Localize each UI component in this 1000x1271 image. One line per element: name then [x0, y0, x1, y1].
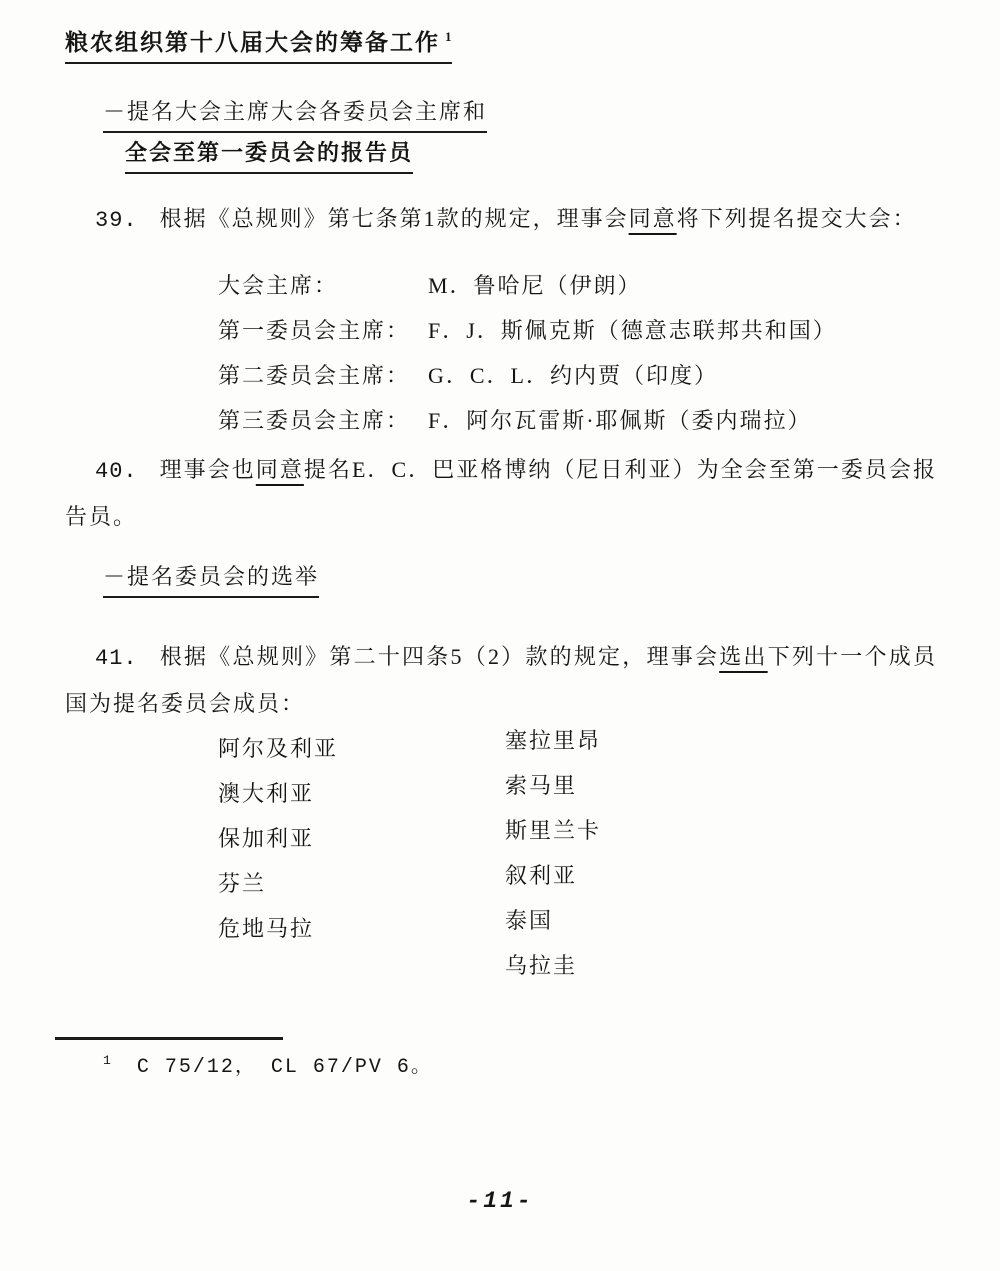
nomination-row: [218, 397, 837, 442]
country-item: 塞拉里昂: [505, 728, 602, 753]
paragraph-39-text: 根据《总规则》第七条第1款的规定，理事会: [159, 206, 629, 231]
nomination-role: 大会主席：: [218, 273, 339, 298]
paragraph-41: [65, 634, 937, 726]
nomination-role: 第三委员会主席：: [218, 408, 411, 433]
paragraph-40: [65, 447, 937, 539]
document-title: [65, 24, 452, 57]
country-list-column-1: [218, 726, 338, 951]
country-item: 芬兰: [218, 871, 267, 896]
country-list-column-2: [505, 718, 601, 988]
page-number: -11-: [466, 1188, 534, 1214]
nomination-role: 第一委员会主席：: [218, 318, 411, 343]
nomination-name: F．阿尔瓦雷斯·耶佩斯（委内瑞拉）: [428, 408, 812, 433]
nomination-row: [218, 307, 837, 352]
footnote-mark: 1: [103, 1053, 111, 1069]
footnote-reference-mark: 1: [445, 29, 452, 45]
country-item: 索马里: [505, 773, 578, 798]
paragraph-39-underlined-word: 同意: [628, 206, 677, 231]
paragraph-40-number: 40.: [95, 459, 138, 484]
country-item: 叙利亚: [505, 863, 578, 888]
country-item: 乌拉圭: [505, 953, 578, 978]
country-item: 保加利亚: [218, 826, 315, 851]
document-title-text: 粮农组织第十八届大会的筹备工作: [65, 30, 440, 55]
nomination-name: M．鲁哈尼（伊朗）: [428, 273, 642, 298]
paragraph-41-underlined-word: 选出: [719, 644, 768, 669]
footnote-divider: [55, 1037, 283, 1040]
country-item: 斯里兰卡: [505, 818, 602, 843]
section-heading-nominations-line2: 全会至第一委员会的报告员: [125, 136, 413, 167]
nomination-name: F．J．斯佩克斯（德意志联邦共和国）: [428, 318, 837, 343]
paragraph-41-text: 根据《总规则》第二十四条5（2）款的规定，理事会: [159, 644, 720, 669]
nominations-list: [218, 262, 837, 442]
paragraph-40-text: 理事会也: [159, 457, 256, 482]
footnote-text: C 75/12， CL 67/PV 6。: [136, 1056, 433, 1079]
paragraph-40-text-after: 提名E．C．巴亚格博纳（尼日利亚）为全会至第一委员会报告员。: [65, 457, 937, 529]
section-heading-elections: －提名委员会的选举: [103, 560, 319, 591]
section-heading-nominations-line1: －提名大会主席大会各委员会主席和: [103, 95, 487, 126]
country-item: 阿尔及利亚: [218, 736, 339, 761]
country-item: 危地马拉: [218, 916, 315, 941]
nomination-row: [218, 352, 837, 397]
country-item: 澳大利亚: [218, 781, 315, 806]
nomination-name: G．C．L．约内贾（印度）: [428, 363, 719, 388]
footnote: [98, 1049, 433, 1079]
paragraph-39-number: 39.: [95, 208, 138, 233]
paragraph-39: [65, 196, 937, 243]
nomination-role: 第二委员会主席：: [218, 363, 411, 388]
paragraph-41-text-after: 下列十一个成员国为提名委员会成员：: [65, 644, 937, 716]
country-item: 泰国: [505, 908, 554, 933]
paragraph-41-number: 41.: [95, 646, 138, 671]
paragraph-39-text-after: 将下列提名提交大会：: [676, 206, 917, 231]
document-title-underline: [65, 30, 452, 64]
paragraph-40-underlined-word: 同意: [255, 457, 304, 482]
nomination-row: [218, 262, 837, 307]
